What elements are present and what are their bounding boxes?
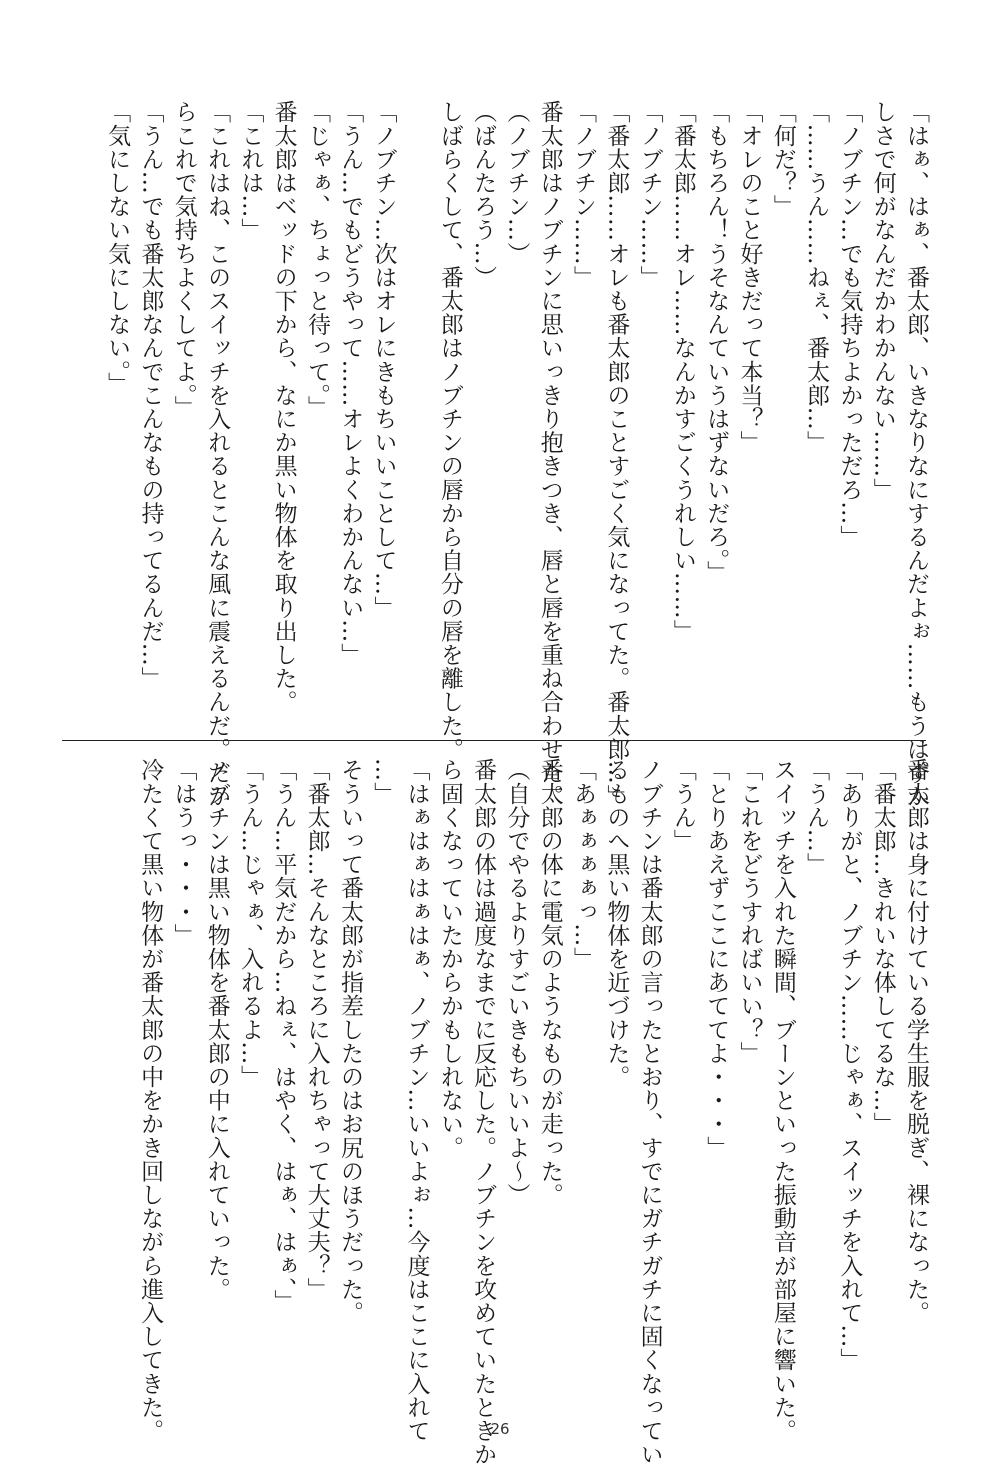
text-line: 「ノブチン……」: [636, 100, 663, 289]
text-line: 番太郎の体に電気のようなものが走った。: [536, 758, 563, 1207]
text-line: 「はぁはぁはぁはぁ、ノブチン…いいよぉ…今度はここに入れて: [403, 758, 430, 1443]
text-line: ノブチンは番太郎の言ったとおり、すでにガチガチに固くなってい: [636, 758, 663, 1466]
text-line: （ばんたろう…）: [470, 100, 497, 289]
text-line: （ノブチン…）: [503, 100, 530, 266]
text-block-top: [100, 100, 932, 808]
text-line: 番太郎はベッドの下から、なにか黒い物体を取り出した。: [270, 100, 297, 714]
text-line: 「これは…」: [237, 100, 264, 242]
text-line: 「あぁぁぁぁっ…」: [570, 758, 597, 971]
text-line: 「ノブチン…でも気持ちよかっただろ…」: [836, 100, 863, 549]
text-line: 「とりあえずここにあててよ・・・」: [703, 758, 730, 1160]
text-line: らこれで気持ちよくしてよ。」: [170, 100, 197, 419]
text-line: 「うん…じゃぁ、入れるよ…」: [237, 758, 264, 1089]
text-line: 「うん…」: [803, 758, 830, 876]
text-line: 「何だ？」: [769, 100, 796, 218]
text-line: 番太郎の体は過度なまでに反応した。ノブチンを攻めていたときか: [470, 758, 497, 1466]
text-line: …」: [370, 758, 397, 806]
text-line: しさで何がなんだかわかんない……」: [869, 100, 896, 502]
text-line: 「もちろん！うそなんていうはずないだろ。」: [703, 100, 730, 585]
text-line: 「うん…平気だから…ねぇ、はやく、はぁ、はぁ、」: [270, 758, 297, 1313]
text-line: 「気にしない気にしない。」: [104, 100, 131, 396]
text-line: 「ありがと、ノブチン……じゃぁ、スイッチを入れて…」: [836, 758, 863, 1372]
text-line: 「これはね、このスイッチを入れるとこんな風に震えるんだ。だか: [204, 100, 231, 808]
text-line: 「じゃぁ、ちょっと待って。」: [303, 100, 330, 419]
text-line: 「……うん……ねぇ、番太郎…」: [803, 100, 830, 454]
text-line: 「はうっ・・・」: [170, 758, 197, 947]
text-line: 「オレのこと好きだって本当？」: [736, 100, 763, 454]
text-line: しばらくして、番太郎はノブチンの唇から自分の唇を離した。: [436, 100, 463, 761]
text-line: 「ノブチン…次はオレにきもちいいことして…」: [370, 100, 397, 620]
text-line: ら固くなっていたからかもしれない。: [436, 758, 463, 1160]
section-divider: [62, 740, 926, 741]
text-line: 「番太郎…きれいな体してるな…」: [869, 758, 896, 1136]
text-line: 冷たくて黒い物体が番太郎の中をかき回しながら進入してきた。: [137, 758, 164, 1443]
text-line: 「番太郎…そんなところに入れちゃって大丈夫？」: [303, 758, 330, 1301]
page-number: 26: [490, 1420, 510, 1438]
text-line: 「うん…でも番太郎なんでこんなもの持ってるんだ…」: [137, 100, 164, 690]
text-line: 「これをどうすればいい？」: [736, 758, 763, 1065]
text-line: 番太郎はノブチンに思いっきり抱きつき、唇と唇を重ね合わせた。: [536, 100, 563, 808]
text-line: 「うん…でもどうやって……オレよくわかんない…」: [337, 100, 364, 667]
text-line: そういって番太郎が指差したのはお尻のほうだった。: [336, 758, 363, 1325]
text-line: 番太郎は身に付けている学生服を脱ぎ、裸になった。: [903, 758, 929, 1325]
text-line: 「ノブチン……」: [570, 100, 597, 289]
text-line: 「うん」: [669, 758, 696, 853]
text-line: 「はぁ、はぁ、番太郎、いきなりなにするんだよぉ……もうはずか: [903, 100, 929, 808]
text-line: ノブチンは黒い物体を番太郎の中に入れていった。: [203, 758, 230, 1301]
text-line: スイッチを入れた瞬間、ブーンといった振動音が部屋に響いた。: [769, 758, 796, 1443]
text-line: 「番太郎……オレも番太郎のことすごく気になってた。番太郎…」: [603, 100, 630, 808]
text-line: 「番太郎……オレ……なんかすごくうれしい……」: [669, 100, 696, 643]
text-line: （自分でやるよりすごいきもちいいよ～）: [503, 758, 530, 1207]
text-line: るものへ黒い物体を近づけた。: [603, 758, 630, 1089]
